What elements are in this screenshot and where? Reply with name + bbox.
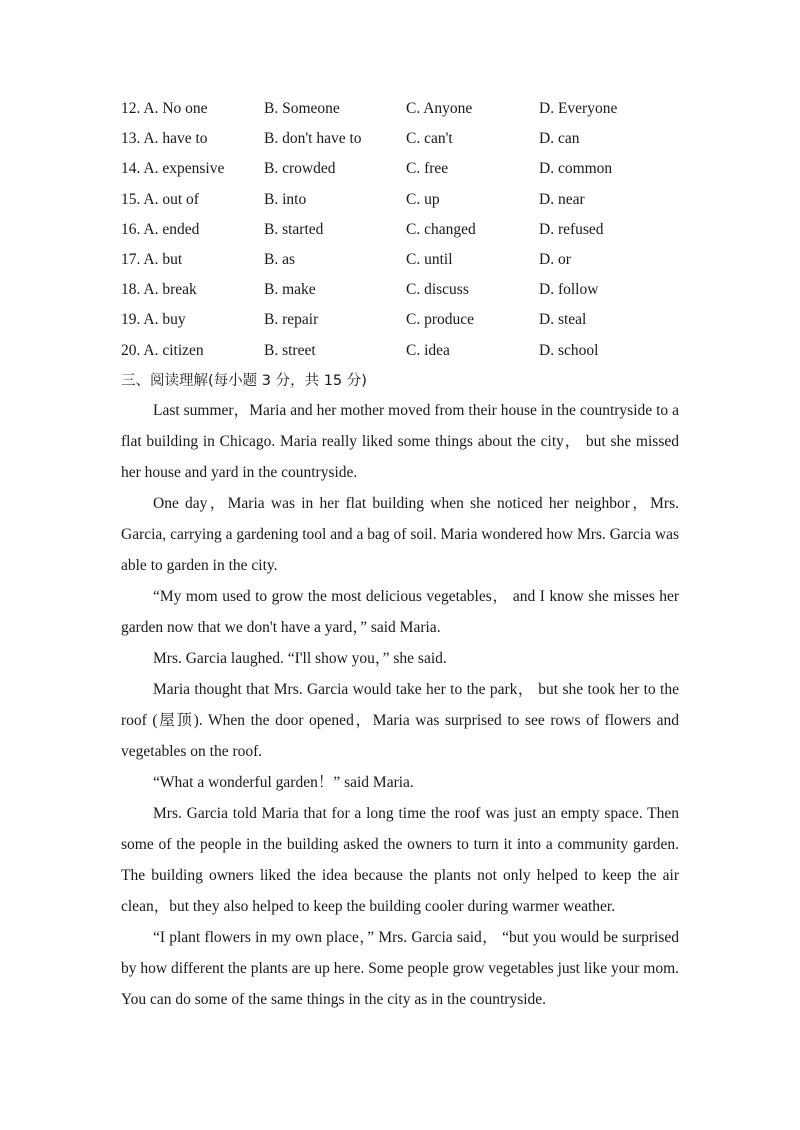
option-b: B. Someone	[264, 100, 340, 117]
passage-paragraph: One day，Maria was in her flat building when she noticed her neighbor，Mrs. Garcia, carrying a gardening tool and a bag of soil. Maria wondered how Mrs. Garcia was able to garden in the city.	[121, 495, 679, 574]
passage-paragraph: Mrs. Garcia laughed. “I'll show you，” she said.	[153, 650, 447, 667]
option-b: B. started	[264, 220, 324, 238]
option-c: C. changed	[406, 220, 476, 238]
passage-paragraph: Maria thought that Mrs. Garcia would take her to the park， but she took her to the roof (屋顶). When the door opened，Maria was surprised to see rows of flowers and vegetables on the roof.	[121, 681, 679, 760]
option-d: D. steal	[539, 311, 587, 329]
option-a: 17. A. but	[121, 250, 183, 268]
option-a: 19. A. buy	[121, 311, 186, 329]
option-d: D. near	[539, 190, 585, 208]
option-d: D. common	[539, 160, 613, 178]
answer-options-list	[121, 94, 701, 366]
option-c: C. free	[406, 160, 449, 178]
option-a: 14. A. expensive	[121, 160, 225, 178]
section-heading: 三、阅读理解(每小题 3 分，共 15 分)	[121, 373, 367, 389]
option-row-18	[121, 275, 701, 305]
option-a: 15. A. out of	[121, 190, 199, 208]
option-row-13	[121, 124, 701, 154]
option-a: 16. A. ended	[121, 220, 200, 238]
passage-paragraph: Mrs. Garcia told Maria that for a long time the roof was just an empty space. Then some of the people in the building asked the owners to turn it into a community garden. The building owners liked the idea because the plants not only helped to keep the air clean，but they also helped to keep the building cooler during warmer weather.	[121, 805, 679, 915]
option-a: 13. A. have to	[121, 130, 208, 148]
option-c: C. produce	[406, 311, 475, 329]
reading-passage	[121, 395, 679, 1015]
option-a: 12. A. No one	[121, 100, 208, 117]
option-b: B. as	[264, 250, 295, 268]
option-row-20	[121, 336, 701, 366]
passage-paragraph: “My mom used to grow the most delicious vegetables， and I know she misses her garden now that we don't have a yard，” said Maria.	[121, 588, 679, 636]
option-row-12	[121, 94, 701, 124]
option-d: D. school	[539, 341, 599, 359]
option-c: C. can't	[406, 130, 453, 148]
option-c: C. discuss	[406, 281, 469, 299]
option-d: D. or	[539, 250, 571, 268]
option-row-15	[121, 185, 701, 215]
option-c: C. idea	[406, 341, 450, 359]
option-d: D. refused	[539, 220, 604, 238]
option-d: D. can	[539, 130, 580, 148]
option-b: B. street	[264, 341, 316, 359]
option-c: C. until	[406, 250, 453, 268]
option-row-19	[121, 305, 701, 335]
passage-paragraph: “I plant flowers in my own place，” Mrs. Garcia said， “but you would be surprised by how different the plants are up here. Some people grow vegetables just like your mom. You can do some of the same things in the city as in the countryside.	[121, 929, 679, 1008]
option-c: C. up	[406, 190, 440, 208]
option-b: B. make	[264, 281, 316, 299]
option-row-16	[121, 215, 701, 245]
passage-paragraph: Last summer，Maria and her mother moved from their house in the countryside to a flat building in Chicago. Maria really liked some things about the city， but she missed her house and yard in the countryside.	[121, 402, 679, 481]
option-a: 18. A. break	[121, 281, 197, 299]
option-c: C. Anyone	[406, 100, 473, 117]
option-b: B. crowded	[264, 160, 336, 178]
option-a: 20. A. citizen	[121, 341, 204, 359]
option-b: B. repair	[264, 311, 319, 329]
option-b: B. don't have to	[264, 130, 362, 148]
option-b: B. into	[264, 190, 307, 208]
option-d: D. follow	[539, 281, 599, 299]
option-row-17	[121, 245, 701, 275]
option-row-14	[121, 154, 701, 184]
option-d: D. Everyone	[539, 100, 618, 117]
passage-paragraph: “What a wonderful garden！” said Maria.	[153, 774, 414, 791]
